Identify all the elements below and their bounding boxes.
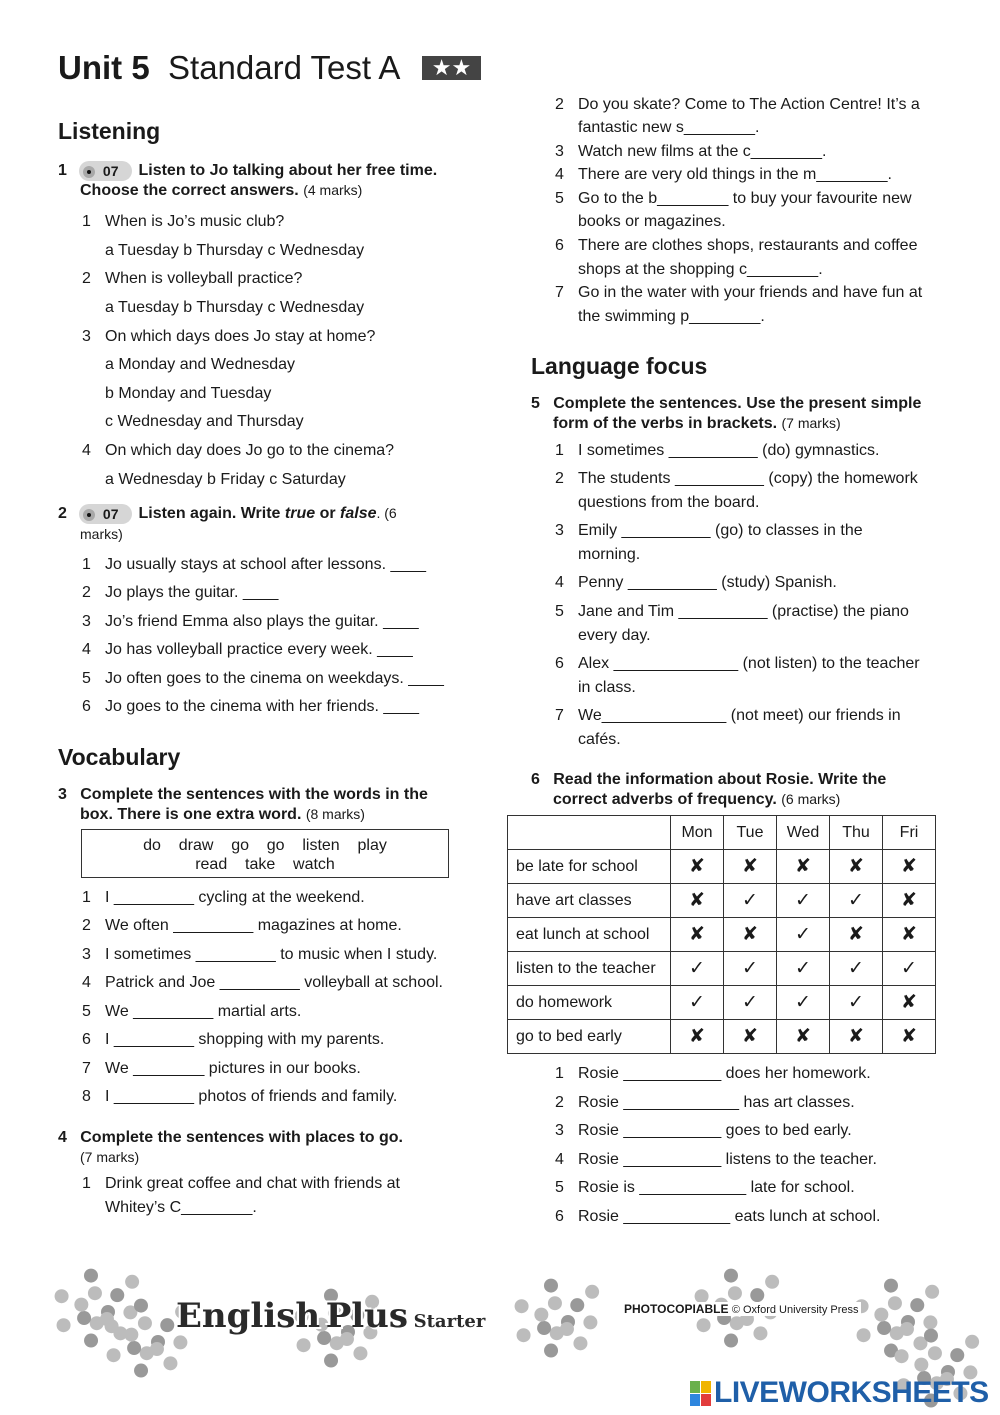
item-number: 5 <box>555 603 564 620</box>
item-number: 2 <box>82 270 91 287</box>
live-icon <box>690 1381 711 1406</box>
pattern-dot <box>163 1356 177 1370</box>
exercise-1-instruction-line2: Choose the correct answers. (4 marks) <box>80 182 363 199</box>
day-header: Thu <box>830 816 883 850</box>
cross-icon: ✘ <box>830 1020 883 1054</box>
tick-icon: ✓ <box>671 986 724 1020</box>
pattern-dot <box>573 1336 587 1350</box>
fill-in-item: Go in the water with your friends and have fun at <box>578 284 923 301</box>
item-number: 6 <box>555 237 564 254</box>
test-label: Standard Test A <box>168 49 399 86</box>
activity-label: have art classes <box>508 884 671 918</box>
cross-icon: ✘ <box>724 850 777 884</box>
difficulty-stars: ★★ <box>422 56 481 80</box>
exercise-4-instruction: 4 Complete the sentences with places to go. <box>58 1129 403 1146</box>
item-number: 3 <box>82 613 91 630</box>
tick-icon: ✓ <box>830 884 883 918</box>
verb-item: Penny __________ (study) Spanish. <box>578 574 837 591</box>
pattern-dot <box>765 1275 779 1289</box>
exercise-6-instruction-line2: correct adverbs of frequency. (6 marks) <box>553 791 841 808</box>
item-number: 4 <box>555 166 564 183</box>
pattern-dot <box>140 1346 154 1360</box>
exercise-3-instruction: 3 Complete the sentences with the words in the <box>58 786 428 803</box>
item-number: 3 <box>555 143 564 160</box>
answer-option: a Monday and Wednesday <box>105 356 296 373</box>
cross-icon: ✘ <box>671 918 724 952</box>
exercise-1-instruction: 1 07 Listen to Jo talking about her free time. <box>58 162 438 180</box>
pattern-dot <box>910 1298 924 1312</box>
item-number: 6 <box>82 698 91 715</box>
pattern-dot <box>125 1275 139 1289</box>
true-false-item: Jo often goes to the cinema on weekdays. ____ <box>105 670 444 687</box>
item-number: 4 <box>555 574 564 591</box>
cross-icon: ✘ <box>883 986 936 1020</box>
table-row <box>508 884 936 918</box>
item-number: 5 <box>555 190 564 207</box>
answer-option: b Monday and Tuesday <box>105 385 272 402</box>
question: When is volleyball practice? <box>105 270 303 287</box>
fill-in-item: I _________ shopping with my parents. <box>105 1031 385 1048</box>
fill-in-item-cont: shops at the shopping c________. <box>578 261 823 278</box>
pattern-dot <box>124 1328 138 1342</box>
pattern-dot <box>134 1364 148 1378</box>
item-number: 4 <box>82 442 91 459</box>
item-number: 4 <box>82 641 91 658</box>
pattern-dot <box>585 1285 599 1299</box>
pattern-dot <box>110 1288 124 1302</box>
adverb-item: Rosie ___________ listens to the teacher. <box>578 1151 877 1168</box>
cross-icon: ✘ <box>777 1020 830 1054</box>
pattern-dot <box>173 1335 187 1349</box>
pattern-dot <box>950 1348 964 1362</box>
verb-item: I sometimes __________ (do) gymnastics. <box>578 442 880 459</box>
adverb-item: Rosie _____________ has art classes. <box>578 1094 855 1111</box>
tick-icon: ✓ <box>777 986 830 1020</box>
verb-item-cont: morning. <box>578 546 641 563</box>
adverb-item: Rosie ___________ does her homework. <box>578 1065 871 1082</box>
tick-icon: ✓ <box>724 986 777 1020</box>
fill-in-item-cont: fantastic new s________. <box>578 119 760 136</box>
true-false-item: Jo’s friend Emma also plays the guitar. ____ <box>105 613 419 630</box>
day-header: Tue <box>724 816 777 850</box>
pattern-dot <box>515 1299 529 1313</box>
item-number: 8 <box>82 1088 91 1105</box>
word-box-line: read take watch <box>195 856 335 873</box>
marks-label: marks) <box>80 526 123 542</box>
verb-item-cont: questions from the board. <box>578 494 760 511</box>
exercise-5-instruction: 5 Complete the sentences. Use the present simple <box>531 395 922 412</box>
cross-icon: ✘ <box>671 1020 724 1054</box>
item-number: 4 <box>555 1151 564 1168</box>
activity-label: be late for school <box>508 850 671 884</box>
pattern-dot <box>353 1346 367 1360</box>
cd-icon <box>83 509 95 521</box>
pattern-dot <box>570 1298 584 1312</box>
pattern-dot <box>750 1288 764 1302</box>
exercise-2-instruction: 2 07 Listen again. Write true or false. (6 <box>58 505 397 523</box>
fill-in-item: I sometimes _________ to music when I study. <box>105 946 438 963</box>
cross-icon: ✘ <box>777 850 830 884</box>
answer-options: a Wednesday b Friday c Saturday <box>105 471 346 488</box>
item-number: 3 <box>555 1122 564 1139</box>
question: On which days does Jo stay at home? <box>105 328 376 345</box>
item-number: 7 <box>555 707 564 724</box>
pattern-dot <box>914 1358 928 1372</box>
cross-icon: ✘ <box>830 918 883 952</box>
table-row <box>508 850 936 884</box>
item-number: 2 <box>555 1094 564 1111</box>
item-number: 5 <box>555 1179 564 1196</box>
verb-item: Jane and Tim __________ (practise) the piano <box>578 603 909 620</box>
liveworksheets-logo[interactable]: LIVEWORKSHEETS <box>690 1376 989 1410</box>
pattern-dot <box>753 1326 767 1340</box>
page-title <box>58 48 481 88</box>
fill-in-item: We _________ martial arts. <box>105 1003 302 1020</box>
item-number: 1 <box>82 1175 91 1192</box>
item-number: 7 <box>555 284 564 301</box>
pattern-dot <box>895 1349 909 1363</box>
verb-item: Emily __________ (go) to classes in the <box>578 522 863 539</box>
answer-options: a Tuesday b Thursday c Wednesday <box>105 299 365 316</box>
activity-label: go to bed early <box>508 1020 671 1054</box>
table-header-row <box>508 816 936 850</box>
word-box <box>81 829 449 878</box>
pattern-dot <box>324 1354 338 1368</box>
pattern-dot <box>537 1321 551 1335</box>
item-number: 1 <box>555 1065 564 1082</box>
cross-icon: ✘ <box>671 850 724 884</box>
adverb-item: Rosie ____________ eats lunch at school. <box>578 1208 881 1225</box>
pattern-dot <box>330 1336 344 1350</box>
item-number: 6 <box>555 655 564 672</box>
question: When is Jo’s music club? <box>105 213 285 230</box>
tick-icon: ✓ <box>724 884 777 918</box>
fill-in-item: I _________ photos of friends and family. <box>105 1088 398 1105</box>
fill-in-item: There are very old things in the m________. <box>578 166 892 183</box>
cross-icon: ✘ <box>883 884 936 918</box>
pattern-dot <box>583 1315 597 1329</box>
item-number: 6 <box>82 1031 91 1048</box>
pattern-dot <box>928 1346 942 1360</box>
pattern-dot <box>544 1279 558 1293</box>
fill-in-item: Patrick and Joe _________ volleyball at school. <box>105 974 443 991</box>
exercise-6-instruction: 6 Read the information about Rosie. Write the <box>531 771 887 788</box>
cross-icon: ✘ <box>671 884 724 918</box>
pattern-dot <box>88 1286 102 1300</box>
pattern-dot <box>74 1298 88 1312</box>
fill-in-item: We ________ pictures in our books. <box>105 1060 361 1077</box>
verb-item-cont: cafés. <box>578 731 621 748</box>
pattern-dot <box>534 1308 548 1322</box>
pattern-dot <box>724 1334 738 1348</box>
pattern-dot <box>127 1341 141 1355</box>
item-number: 5 <box>82 670 91 687</box>
adverb-item: Rosie is ____________ late for school. <box>578 1179 855 1196</box>
section-heading-listening: Listening <box>58 118 161 144</box>
pattern-dot <box>890 1326 904 1340</box>
cross-icon: ✘ <box>883 918 936 952</box>
marks-label: (7 marks) <box>80 1149 140 1165</box>
verb-item: We______________ (not meet) our friends in <box>578 707 901 724</box>
item-number: 2 <box>555 470 564 487</box>
pattern-dot <box>297 1338 311 1352</box>
activity-label: eat lunch at school <box>508 918 671 952</box>
cd-icon <box>83 166 95 178</box>
tick-icon: ✓ <box>777 884 830 918</box>
exercise-5-instruction-line2: form of the verbs in brackets. (7 marks) <box>553 415 841 432</box>
pattern-dot <box>728 1286 742 1300</box>
fill-in-item: Watch new films at the c________. <box>578 143 827 160</box>
fill-in-item: We often _________ magazines at home. <box>105 917 402 934</box>
pattern-dot <box>55 1289 69 1303</box>
item-number: 2 <box>555 96 564 113</box>
audio-track-badge[interactable]: 07 <box>79 161 133 181</box>
true-false-item: Jo has volleyball practice every week. ____ <box>105 641 413 658</box>
fill-in-item-cont: books or magazines. <box>578 213 726 230</box>
pattern-dot <box>965 1335 979 1349</box>
pattern-dot <box>517 1328 531 1342</box>
pattern-dot <box>138 1316 152 1330</box>
activity-label: listen to the teacher <box>508 952 671 986</box>
pattern-dot <box>697 1318 711 1332</box>
tick-icon: ✓ <box>830 986 883 1020</box>
pattern-dot <box>105 1319 119 1333</box>
pattern-dot <box>77 1311 91 1325</box>
adverb-item: Rosie ___________ goes to bed early. <box>578 1122 852 1139</box>
item-number: 1 <box>555 442 564 459</box>
true-false-item: Jo goes to the cinema with her friends. ____ <box>105 698 419 715</box>
english-plus-logo: English Plus Starter <box>176 1296 486 1336</box>
pattern-dot <box>874 1308 888 1322</box>
fill-in-item-cont: the swimming p________. <box>578 308 765 325</box>
pattern-dot <box>134 1299 148 1313</box>
pattern-dot <box>550 1326 564 1340</box>
verb-item: Alex ______________ (not listen) to the teacher <box>578 655 920 672</box>
pattern-dot <box>84 1334 98 1348</box>
unit-label: Unit 5 <box>58 49 150 86</box>
cross-icon: ✘ <box>883 1020 936 1054</box>
day-header: Fri <box>883 816 936 850</box>
table-row <box>508 986 936 1020</box>
cross-icon: ✘ <box>883 850 936 884</box>
section-heading-language-focus: Language focus <box>531 353 708 379</box>
pattern-dot <box>544 1344 558 1358</box>
item-number: 3 <box>82 328 91 345</box>
tick-icon: ✓ <box>777 952 830 986</box>
true-false-item: Jo usually stays at school after lessons. ____ <box>105 556 427 573</box>
item-number: 1 <box>82 556 91 573</box>
verb-item: The students __________ (copy) the homework <box>578 470 918 487</box>
item-number: 1 <box>82 889 91 906</box>
item-number: 3 <box>82 946 91 963</box>
pattern-dot <box>924 1329 938 1343</box>
pattern-dot <box>857 1328 871 1342</box>
pattern-dot <box>724 1269 738 1283</box>
question: On which day does Jo go to the cinema? <box>105 442 395 459</box>
fill-in-item: Go to the b________ to buy your favourite new <box>578 190 912 207</box>
pattern-dot <box>925 1285 939 1299</box>
cross-icon: ✘ <box>724 1020 777 1054</box>
exercise-3-instruction-line2: box. There is one extra word. (8 marks) <box>80 806 365 823</box>
day-header: Mon <box>671 816 724 850</box>
section-heading-vocabulary: Vocabulary <box>58 744 181 770</box>
fill-in-item: Do you skate? Come to The Action Centre! It’s a <box>578 96 920 113</box>
pattern-dot <box>57 1318 71 1332</box>
item-number: 1 <box>82 213 91 230</box>
activity-label: do homework <box>508 986 671 1020</box>
item-number: 6 <box>555 1208 564 1225</box>
copyright-notice: PHOTOCOPIABLE © Oxford University Press <box>624 1302 859 1316</box>
fill-in-item: There are clothes shops, restaurants and coffee <box>578 237 918 254</box>
item-number: 2 <box>82 917 91 934</box>
tick-icon: ✓ <box>671 952 724 986</box>
tick-icon: ✓ <box>724 952 777 986</box>
verb-item-cont: in class. <box>578 679 636 696</box>
pattern-dot <box>160 1318 174 1332</box>
fill-in-item-cont: Whitey’s C________. <box>105 1199 257 1216</box>
pattern-dot <box>923 1315 937 1329</box>
item-number: 4 <box>82 974 91 991</box>
tick-icon: ✓ <box>830 952 883 986</box>
pattern-dot <box>107 1348 121 1362</box>
tick-icon: ✓ <box>777 918 830 952</box>
rosie-schedule-table <box>507 815 936 1054</box>
item-number: 5 <box>82 1003 91 1020</box>
pattern-dot <box>884 1279 898 1293</box>
tick-icon: ✓ <box>883 952 936 986</box>
item-number: 3 <box>555 522 564 539</box>
answer-option: c Wednesday and Thursday <box>105 413 304 430</box>
pattern-dot <box>888 1296 902 1310</box>
audio-track-badge[interactable]: 07 <box>79 504 133 524</box>
day-header: Wed <box>777 816 830 850</box>
table-row <box>508 918 936 952</box>
table-row <box>508 1020 936 1054</box>
verb-item-cont: every day. <box>578 627 651 644</box>
fill-in-item: Drink great coffee and chat with friends at <box>105 1175 400 1192</box>
pattern-dot <box>548 1296 562 1310</box>
word-box-line: do draw go go listen play <box>143 837 387 854</box>
pattern-dot <box>730 1316 744 1330</box>
pattern-dot <box>84 1269 98 1283</box>
item-number: 2 <box>82 584 91 601</box>
pattern-dot <box>877 1321 891 1335</box>
cross-icon: ✘ <box>830 850 883 884</box>
cross-icon: ✘ <box>724 918 777 952</box>
item-number: 7 <box>82 1060 91 1077</box>
answer-options: a Tuesday b Thursday c Wednesday <box>105 242 365 259</box>
table-row <box>508 952 936 986</box>
true-false-item: Jo plays the guitar. ____ <box>105 584 279 601</box>
pattern-dot <box>90 1316 104 1330</box>
fill-in-item: I _________ cycling at the weekend. <box>105 889 365 906</box>
